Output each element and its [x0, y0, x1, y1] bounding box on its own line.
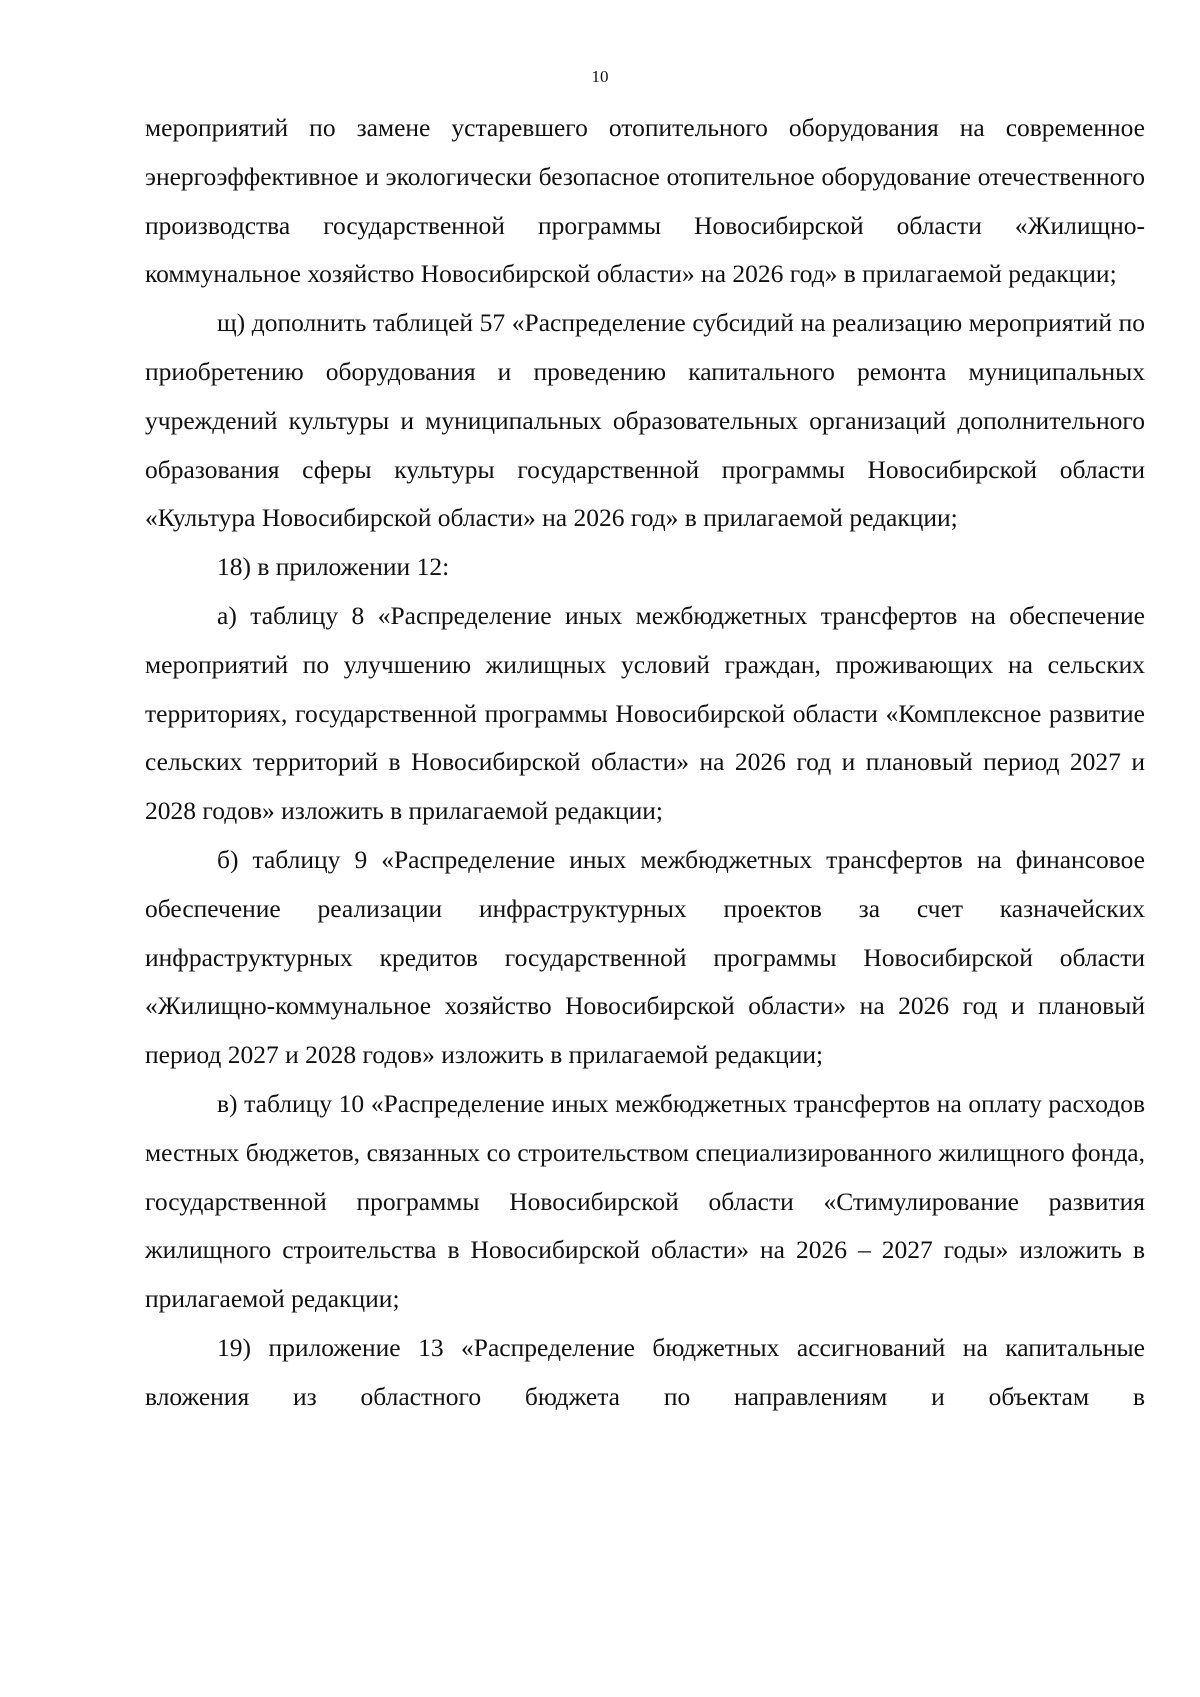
paragraph-item-shch: щ) дополнить таблицей 57 «Распределение субсидий на реализацию мероприятий по приобретению оборудования и проведению капитального ремонта муниципальных учреждений культуры и муниципальных образовательных организаций дополнительного образования сферы культуры государственной программы Новосибирской области «Культура Новосибирской области» на 2026 год» в прилагаемой редакции; — [145, 308, 1145, 533]
page-number: 10 — [591, 67, 609, 86]
paragraph-item-v: в) таблицу 10 «Распределение иных межбюджетных трансфертов на оплату расходов местных бюджетов, связанных со строительством специализированного жилищного фонда, государственной программы Новосибирской области «Стимулирование развития жилищного строительства в Новосибирской области» на 2026 – 2027 годы» изложить в прилагаемой редакции; — [145, 1088, 1145, 1314]
paragraph-item-a: а) таблицу 8 «Распределение иных межбюджетных трансфертов на обеспечение мероприятий по улучшению жилищных условий граждан, проживающих на сельских территориях, государственной программы Новосибирской области «Комплексное развитие сельских территорий в Новосибирской области» на 2026 год и плановый период 2027 и 2028 годов» изложить в прилагаемой редакции; — [145, 600, 1145, 826]
paragraph-continuation: мероприятий по замене устаревшего отопительного оборудования на современное энергоэффективное и экологически безопасное отопительное оборудование отечественного производства государственной программы Новосибирской области «Жилищно-коммунальное хозяйство Новосибирской области» на 2026 год» в прилагаемой редакции; — [145, 113, 1145, 289]
paragraph-item-b: б) таблицу 9 «Распределение иных межбюджетных трансфертов на финансовое обеспечение реализации инфраструктурных проектов за счет казначейских инфраструктурных кредитов государственной программы Новосибирской области «Жилищно-коммунальное хозяйство Новосибирской области» на 2026 год и плановый период 2027 и 2028 годов» изложить в прилагаемой редакции; — [145, 844, 1145, 1070]
paragraph-item-18: 18) в приложении 12: — [217, 552, 450, 582]
document-body — [145, 104, 1145, 1422]
paragraph-item-19: 19) приложение 13 «Распределение бюджетных ассигнований на капитальные вложения из областного бюджета по направлениям и объектам в — [145, 1332, 1145, 1411]
